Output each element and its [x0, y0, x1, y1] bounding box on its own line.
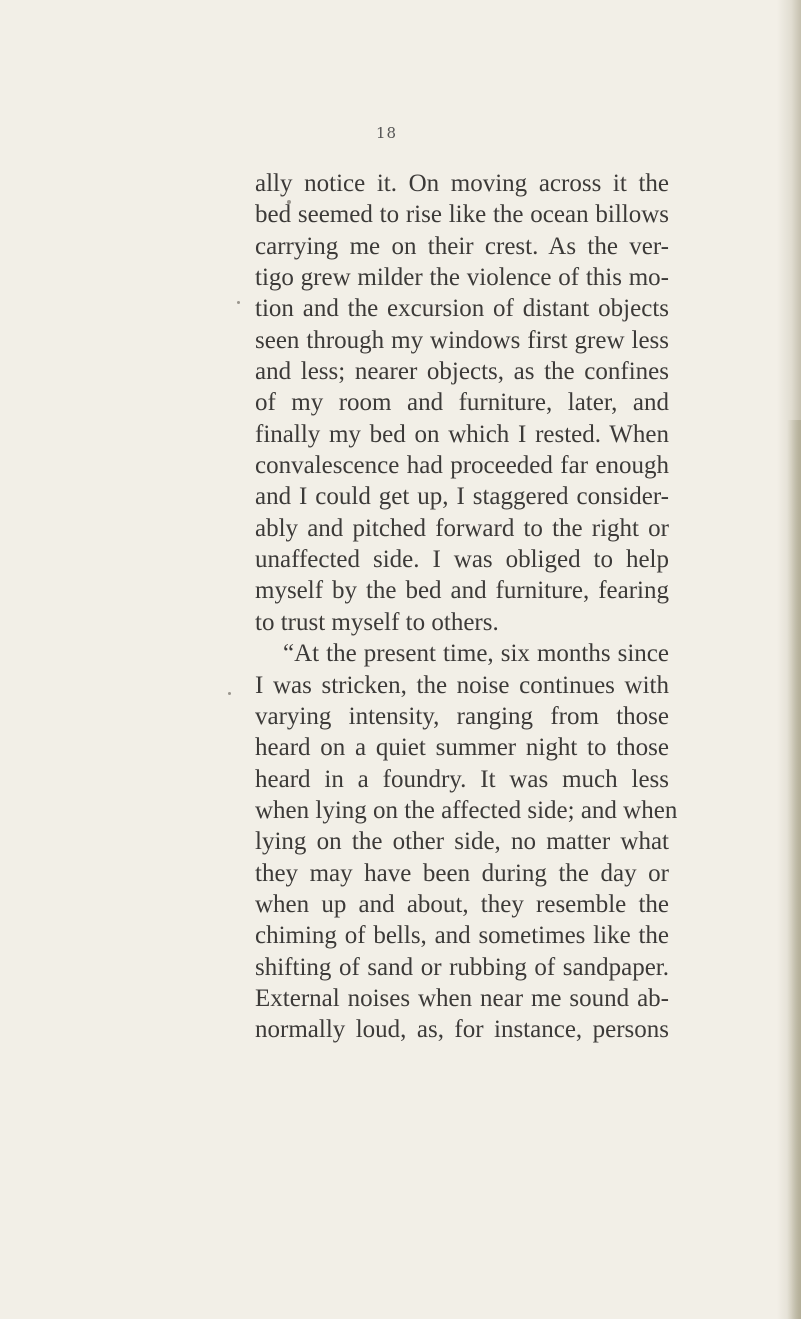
text-line: normally loud, as, for instance, persons: [255, 1016, 669, 1044]
text-line: and I could get up, I staggered consider-: [255, 483, 669, 511]
text-line: seen through my windows first grew less: [255, 326, 669, 354]
text-line: heard in a foundry. It was much less: [255, 765, 669, 793]
text-line: convalescence had proceeded far enough: [255, 452, 669, 480]
text-line: External noises when near me sound ab-: [255, 984, 669, 1012]
text-line: when lying on the affected side; and when: [255, 796, 678, 824]
text-line: ably and pitched forward to the right or: [255, 514, 669, 542]
text-line: they may have been during the day or: [255, 859, 669, 887]
ink-speck: [228, 692, 231, 695]
text-line: tion and the excursion of distant objects: [255, 295, 669, 323]
text-line: I was stricken, the noise continues with: [255, 671, 669, 699]
text-line: to trust myself to others.: [255, 608, 499, 636]
text-line: carrying me on their crest. As the ver-: [255, 232, 669, 260]
text-line: ally notice it. On moving across it the: [255, 170, 669, 197]
text-line: of my room and furniture, later, and: [255, 389, 669, 417]
ink-speck: [237, 301, 240, 304]
text-line: lying on the other side, no matter what: [255, 828, 669, 856]
text-line: “At the present time, six months since: [283, 640, 669, 668]
page-edge-shadow-dark: [787, 420, 801, 1319]
text-line: chiming of bells, and sometimes like the: [255, 922, 669, 950]
text-line: and less; nearer objects, as the confines: [255, 358, 669, 386]
text-line: shifting of sand or rubbing of sandpaper.: [255, 953, 669, 981]
text-line: varying intensity, ranging from those: [255, 702, 669, 730]
text-line: finally my bed on which I rested. When: [255, 420, 669, 448]
text-line: tigo grew milder the violence of this mo-: [255, 264, 669, 292]
body-text: [255, 168, 678, 1046]
text-line: bed seemed to rise like the ocean billows: [255, 201, 669, 229]
text-line: unaffected side. I was obliged to help: [255, 546, 669, 574]
text-line: heard on a quiet summer night to those: [255, 734, 669, 762]
page-number: 18: [376, 124, 398, 142]
text-line: myself by the bed and furniture, fearing: [255, 577, 669, 605]
text-line: when up and about, they resemble the: [255, 890, 669, 918]
